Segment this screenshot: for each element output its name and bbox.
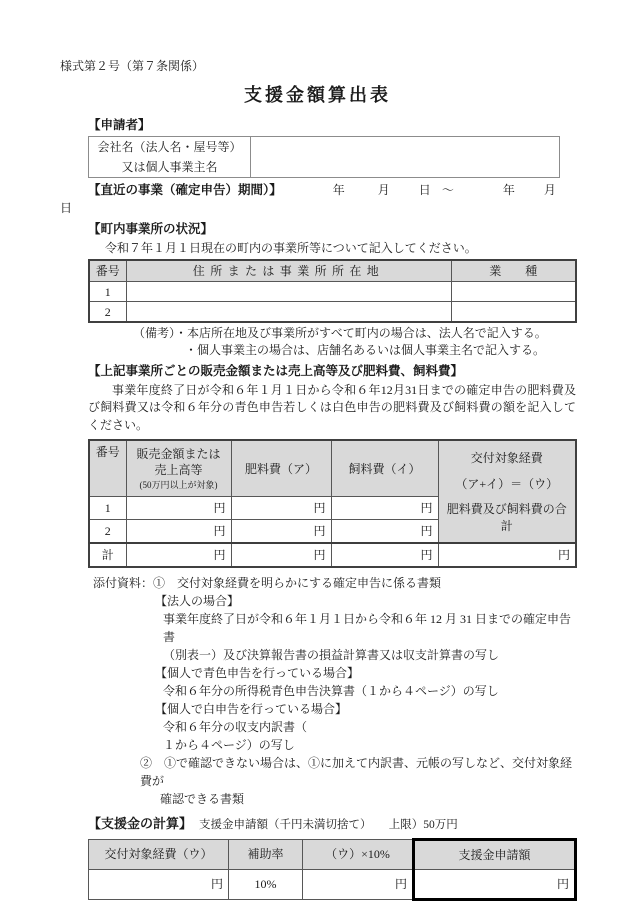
period-day-from-label: 日 — [418, 183, 431, 198]
attachments-case1-line2: （別表一）及び決算報告書の損益計算書又は収支計算書の写し — [163, 648, 500, 663]
office-2-no: 2 — [89, 302, 126, 323]
sales-table-header-row — [89, 440, 576, 497]
calculation-table — [88, 838, 577, 901]
sales-col-grant-line2: （ア+イ）＝（ウ） — [455, 476, 559, 491]
offices-col-address: 住所または事業所所在地 — [126, 260, 451, 282]
applicant-row — [89, 137, 560, 178]
attachments-item2-line1: ② ①で確認できない場合は、①に加えて内訳書、元帳の写しなど、交付対象経費が — [140, 756, 573, 789]
sales-col-sales — [126, 440, 231, 497]
sales-total-no: 計 — [89, 543, 126, 567]
offices-remarks-line2: ・個人事業主の場合は、店舗名あるいは個人事業主名で記入する。 — [185, 342, 546, 357]
sales-1-no: 1 — [89, 497, 126, 520]
offices-section-heading: 【町内事業所の状況】 — [88, 222, 214, 237]
period-line — [88, 182, 575, 199]
sales-col-sales-stack — [132, 446, 226, 492]
attachments-item2-line2: 確認できる書類 — [160, 792, 245, 807]
period-year-to-label: 年 — [502, 183, 515, 198]
office-2-type-cell — [451, 302, 576, 323]
office-1-address-cell — [126, 282, 451, 302]
sales-col-sales-line3: (50万円以上が対象) — [139, 479, 218, 490]
sales-table — [88, 439, 577, 568]
sales-col-grant-line1: 交付対象経費 — [470, 450, 543, 465]
attachments-case3-line2: １から４ページ）の写し — [163, 738, 295, 753]
period-month-from-label: 月 — [377, 183, 390, 198]
sales-col-sales-line1: 販売金額または — [136, 446, 221, 461]
sales-2-no: 2 — [89, 520, 126, 544]
sales-total-feed-cell: 円 — [331, 543, 438, 567]
calc-times-10pct-cell: 円 — [303, 869, 414, 899]
sales-1-fertilizer-cell: 円 — [231, 497, 331, 520]
office-2-address-cell — [126, 302, 451, 323]
office-1-type-cell — [451, 282, 576, 302]
period-day-to-label: 日 — [60, 201, 73, 216]
offices-row-2 — [89, 302, 576, 323]
calc-grant-expense-cell: 円 — [89, 869, 229, 899]
sales-section-heading: 【上記事業所ごとの販売金額または売上高等及び肥料費、飼料費】 — [88, 363, 464, 378]
calculation-subtext: 支援金申請額（千円未満切捨て） 上限）50万円 — [199, 819, 458, 832]
calculation-heading: 【支援金の計算】 — [88, 816, 193, 832]
period-tilde: ～ — [441, 183, 454, 198]
calc-col-times-10pct: （ウ）×10% — [303, 839, 414, 869]
sales-col-fertilizer: 肥料費（ア） — [231, 440, 331, 497]
office-1-no: 1 — [89, 282, 126, 302]
sales-instruction: 事業年度終了日が令和６年１月１日から令和６年12月31日までの確定申告の肥料費及び飼料費又は令和６年分の青色申告若しくは白色申告の肥料費及び飼料費の額を記入してください。 — [88, 382, 576, 432]
company-name-label-line1: 会社名（法人名・屋号等） — [97, 140, 242, 155]
period-year-from-label: 年 — [332, 183, 345, 198]
offices-col-type: 業 種 — [451, 260, 576, 282]
calc-col-application-amount: 支援金申請額 — [414, 839, 576, 869]
form-number: 様式第２号（第７条関係） — [60, 59, 205, 73]
calculation-header-row — [89, 839, 576, 869]
calc-subsidy-rate-cell: 10% — [229, 869, 303, 899]
offices-table-header-row — [89, 260, 576, 282]
attachments-case1-heading: 【法人の場合】 — [155, 594, 240, 609]
calculation-heading-line — [88, 815, 575, 834]
offices-remarks-line1: （備考）・本店所在地及び事業所がすべて町内の場合は、法人名で記入する。 — [133, 326, 547, 341]
sales-total-sales-cell: 円 — [126, 543, 231, 567]
offices-instruction: 令和７年１月１日現在の町内の事業所等について記入してください。 — [105, 241, 477, 256]
company-name-label-cell — [89, 137, 251, 178]
sales-col-no: 番号 — [89, 440, 126, 497]
sales-col-sales-line2: 売上高等 — [154, 462, 203, 477]
calc-col-subsidy-rate: 補助率 — [229, 839, 303, 869]
sales-2-fertilizer-cell: 円 — [231, 520, 331, 544]
calculation-value-row — [89, 869, 576, 899]
page-title: 支援金額算出表 — [244, 85, 391, 106]
sales-col-grant — [438, 440, 576, 543]
calc-col-grant-expense: 交付対象経費（ウ） — [89, 839, 229, 869]
offices-row-1 — [89, 282, 576, 302]
sales-total-grant-cell: 円 — [438, 543, 576, 567]
period-heading: 【直近の事業（確定申告）期間）】 — [88, 183, 282, 198]
sales-col-feed: 飼料費（イ） — [331, 440, 438, 497]
company-name-value-cell — [251, 137, 560, 178]
attachments-case2-heading: 【個人で青色申告を行っている場合】 — [155, 666, 360, 681]
attachments-block — [93, 574, 575, 808]
sales-2-sales-cell: 円 — [126, 520, 231, 544]
offices-col-no: 番号 — [89, 260, 126, 282]
sales-col-grant-stack — [444, 445, 571, 539]
attachments-line1: 添付資料：① 交付対象経費を明らかにする確定申告に係る書類 — [93, 576, 442, 591]
sales-2-feed-cell: 円 — [331, 520, 438, 544]
attachments-case3-line1: 令和６年分の収支内訳書（ — [163, 720, 308, 735]
sales-col-grant-line3: 肥料費及び飼料費の合計 — [446, 502, 567, 533]
sales-1-sales-cell: 円 — [126, 497, 231, 520]
applicant-table — [88, 136, 560, 178]
sales-total-row — [89, 543, 576, 567]
attachments-case1-line1: 事業年度終了日が令和６年１月１日から令和６年 12 月 31 日までの確定申告書 — [163, 612, 572, 645]
period-month-to-label: 月 — [543, 183, 556, 198]
attachments-case2-line1: 令和６年分の所得税青色申告決算書（１から４ページ）の写し — [163, 684, 499, 699]
company-name-label-line2: 又は個人事業主名 — [121, 160, 218, 175]
attachments-case3-heading: 【個人で白申告を行っている場合】 — [155, 702, 348, 717]
sales-1-feed-cell: 円 — [331, 497, 438, 520]
sales-total-fertilizer-cell: 円 — [231, 543, 331, 567]
calc-application-amount-cell: 円 — [414, 869, 576, 899]
offices-table — [88, 259, 577, 323]
applicant-section-heading: 【申請者】 — [88, 118, 151, 133]
